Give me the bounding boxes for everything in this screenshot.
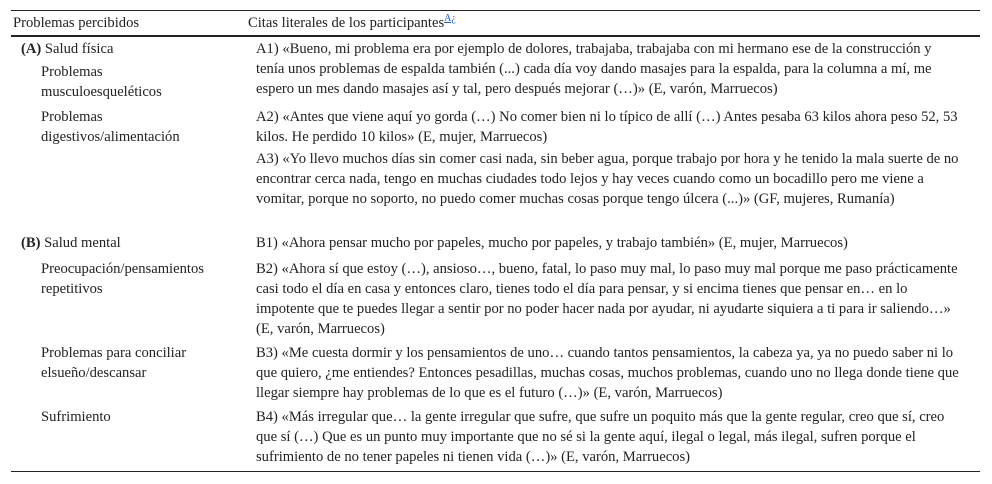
problem-label: Problemas digestivos/alimentación	[41, 109, 180, 145]
section-title: Salud física	[44, 41, 114, 57]
section-letter: (B)	[21, 235, 41, 251]
problem-label: Problemas musculoesqueléticos	[41, 64, 162, 100]
section-heading-a	[21, 39, 221, 59]
bottom-rule	[11, 471, 980, 472]
section-title: Salud mental	[44, 235, 121, 251]
problem-label: Problemas para conciliar elsueño/descansar	[41, 345, 187, 381]
quote-cell	[256, 107, 961, 209]
footnote-link[interactable]: A¿	[444, 13, 456, 24]
quote-cell: B2) «Ahora sí que estoy (…), ansioso…, bueno, fatal, lo paso muy mal, lo paso muy mal porque me paso prácticamente casi todo el día en casa y entonces claro, tienes todo el día para pensar, y si encima tienes que pensar en… en lo impotente que te puedes llegar a sentir por no poder hacer nada por ayudar, ni ayudarte siquiera a ti para ir saliendo…» (E, varón, Marruecos)	[256, 261, 958, 337]
top-rule	[11, 10, 980, 11]
quote-cell: B1) «Ahora pensar mucho por papeles, mucho por papeles, y trabajo también» (E, mujer, Marruecos)	[256, 235, 848, 251]
problem-label: Sufrimiento	[41, 409, 111, 425]
quote-cell: B4) «Más irregular que… la gente irregular que sufre, que sufre un poquito más que la gente regular, creo que sí, creo que sí (…) Que es un punto muy importante que no sé si la gente aquí, ilegal o legal, más ilegal, sufren porque el sufrimiento de no tener papeles ni tienen vida (…)» (E, varón, Marruecos)	[256, 409, 945, 465]
header-rule	[11, 35, 980, 37]
header-col-quotes	[248, 12, 456, 34]
quote: A2) «Antes que viene aquí yo gorda (…) No comer bien ni lo típico de allí (…) Antes pesaba 63 kilos ahora peso 52, 53 kilos. He perdido 10 kilos» (E, mujer, Marruecos)	[256, 109, 958, 145]
quote-cell: A1) «Bueno, mi problema era por ejemplo de dolores, trabajaba, trabajaba con mi hermano ese de la construcción y tenía unos problemas de espalda también (...) cada día voy dando masajes para la espalda, para la columna a mí, me espero un mes dando masajes así y tal, pero después mejorar (…)» (E, varón, Marruecos)	[256, 41, 932, 97]
quote: A3) «Yo llevo muchos días sin comer casi nada, sin beber agua, porque trabajo por hora y he tenido la mala suerte de no encontrar cerca nada, tengo en muchas ciudades todo lejos y hay veces cuando como un bocadillo pero me viene a vomitar, porque no soporto, no puedo comer muchas cosas porque tengo úlcera (...)» (GF, mujeres, Rumanía)	[256, 151, 959, 207]
header-col-problems: Problemas percibidos	[13, 15, 140, 31]
section-heading-b	[21, 233, 221, 253]
quote-cell: B3) «Me cuesta dormir y los pensamientos de uno… cuando tantos pensamientos, la cabeza ya, ya no puedo saber ni lo que quiero, ¿me entiendes? Entonces pesadillas, muchas cosas, muchos problemas, cuando uno no llega donde tiene que llegar siempre hay problemas de lo que es el futuro (…)» (E, varón, Marruecos)	[256, 345, 959, 401]
problem-label: Preocupación/pensamientos repetitivos	[41, 261, 204, 297]
header-col-quotes-label: Citas literales de los participantes	[248, 15, 445, 31]
section-letter: (A)	[21, 41, 42, 57]
